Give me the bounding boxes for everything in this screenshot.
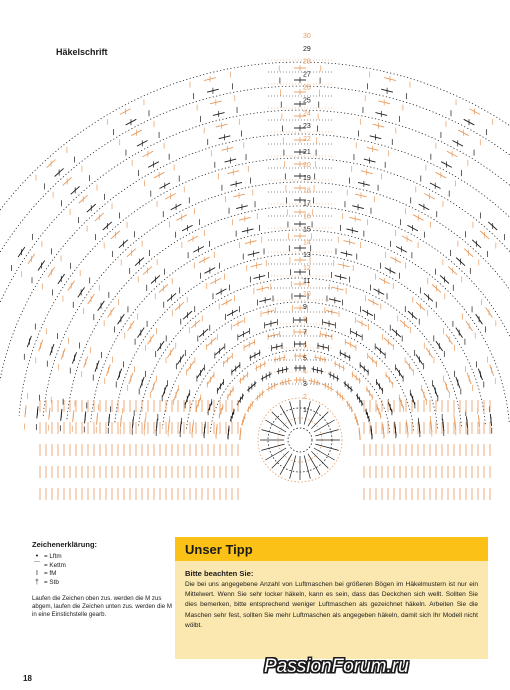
row-number: 19 [303, 174, 311, 182]
legend-row-lftm [32, 553, 172, 562]
row-number: 7 [303, 329, 307, 337]
row-number: 12 [303, 265, 311, 273]
row-number: 21 [303, 149, 311, 156]
row-number: 11 [303, 278, 311, 285]
row-number: 23 [303, 123, 311, 131]
bar-icon: I [36, 570, 38, 578]
row-number: 3 [303, 381, 307, 389]
row-number-labels [303, 33, 311, 414]
row-number: 6 [303, 342, 307, 350]
dot-icon: • [35, 553, 39, 561]
tip-heading: Unser Tipp [175, 537, 488, 561]
row-number: 8 [303, 316, 307, 324]
legend-title: Zeichenerklärung: [32, 540, 98, 549]
symbol-legend [32, 541, 172, 619]
chart-title: Häkelschrift [56, 47, 108, 57]
legend-note: Laufen die Zeichen oben zus. werden die M zus abgem, laufen die Zeichen unten zus. werden die M in eine Einstichstelle gearb. [32, 595, 172, 619]
row-number: 9 [303, 303, 307, 311]
legend-row-stb [32, 579, 172, 588]
row-number: 14 [303, 239, 311, 247]
row-number: 28 [303, 58, 311, 66]
tip-body-text: Die bei uns angegebene Anzahl von Luftmaschen bei größeren Bögen im Häkelmustern ist nur ein Mittelwert. Wenn Sie sehr locker häkeln, kann es sein, dass das Deckchen sich wellt. Sollten Sie dies bemerken, bitte entsprechend weniger Luftmaschen als gezeichnet häkeln. Arbeiten Sie die Maschen sehr fest, sollten Sie mehr Luftmaschen als angegeben häkeln, damit sich Ihr Modell nicht wölbt. [185, 581, 478, 629]
row-number: 4 [303, 368, 307, 376]
row-number: 30 [303, 32, 311, 40]
tip-subheading: Bitte beachten Sie: [185, 569, 254, 578]
cross-bar-icon: † [35, 578, 39, 586]
row-number: 1 [303, 407, 307, 414]
tip-box [175, 537, 488, 659]
row-number: 24 [303, 110, 311, 118]
row-number: 27 [303, 71, 311, 79]
row-number: 20 [303, 161, 311, 169]
row-number: 25 [303, 97, 311, 105]
row-number: 10 [303, 290, 311, 298]
row-number: 15 [303, 226, 311, 234]
legend-label: = Lftm [44, 553, 62, 561]
row-number: 22 [303, 136, 311, 144]
legend-row-fm [32, 570, 172, 579]
row-number: 26 [303, 84, 311, 92]
legend-label: = fM [44, 570, 57, 578]
chart-strokes [0, 60, 510, 500]
row-number: 17 [303, 200, 311, 208]
row-number: 13 [303, 252, 311, 260]
legend-label: = Stb [44, 578, 59, 586]
legend-label: = Kettm [44, 561, 66, 569]
legend-row-kettm [32, 562, 172, 571]
row-number: 29 [303, 45, 311, 53]
row-number: 16 [303, 213, 311, 221]
row-number: 2 [303, 394, 307, 402]
row-number: 18 [303, 187, 311, 195]
arc-icon: ⌒ [33, 561, 41, 569]
row-number: 5 [303, 355, 307, 363]
watermark-logo: PassionForum.ru [264, 656, 409, 677]
page-number: 18 [23, 674, 32, 683]
